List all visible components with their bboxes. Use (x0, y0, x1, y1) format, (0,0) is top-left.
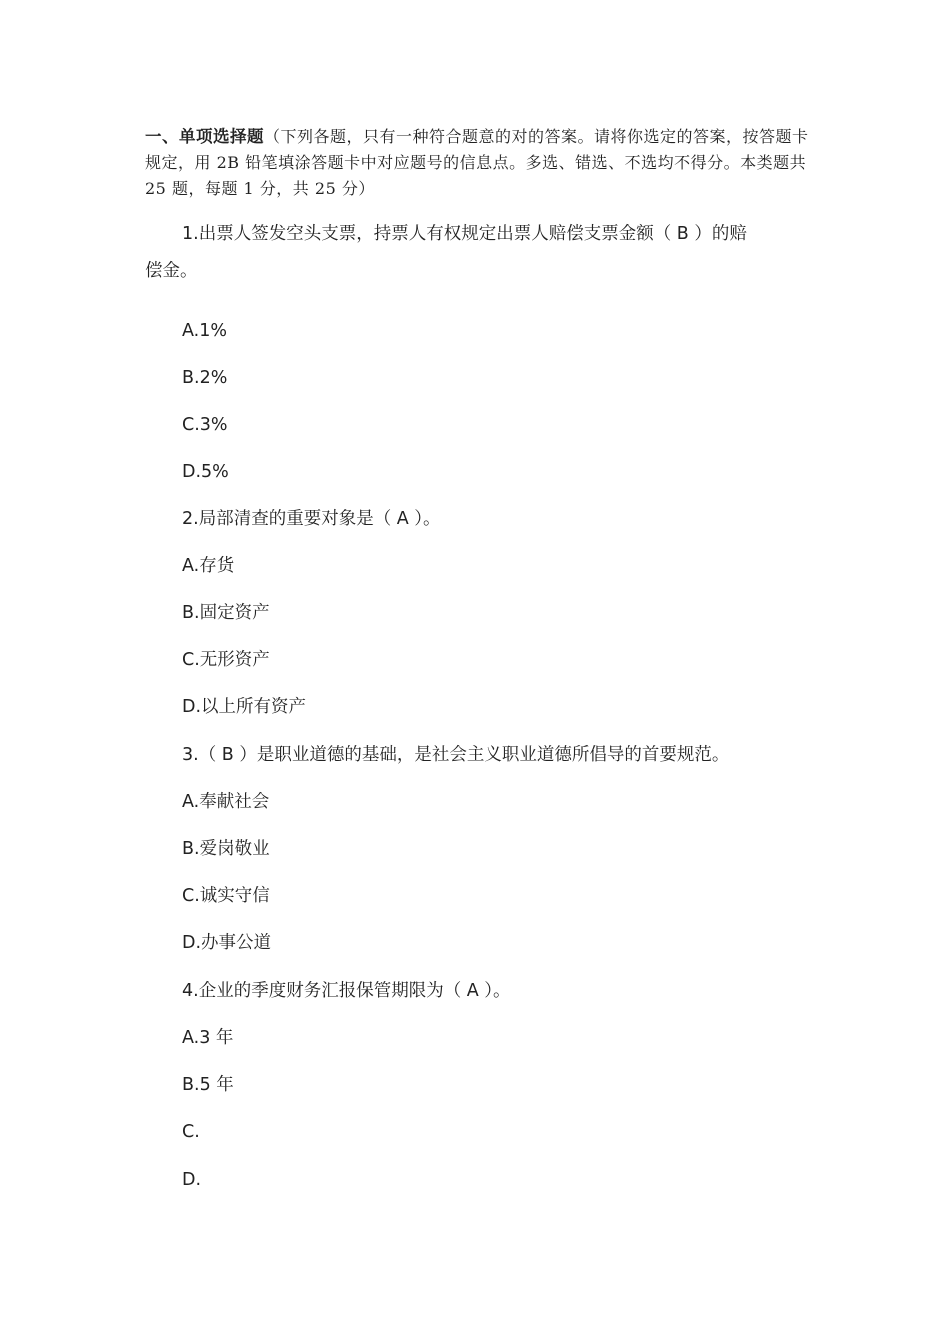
question-3-text: 3.（ B ）是职业道德的基础，是社会主义职业道德所倡导的首要规范。 (182, 745, 730, 765)
section-instructions: （下列各题，只有一种符合题意的对的答案。请将你选定的答案，按答题卡规定，用 2B 铅笔填涂答题卡中对应题号的信息点。多选、错选、不选均不得分。本类题共 25 题，每题 1 分，共 25 分） (145, 127, 809, 198)
question-1-text-continued: 偿金。 (145, 261, 198, 281)
question-1-text: 1.出票人签发空头支票，持票人有权规定出票人赔偿支票金额（ B ）的赔 (182, 224, 747, 244)
question-3-option-c: C.诚实守信 (182, 886, 270, 906)
question-3-option-b: B.爱岗敬业 (182, 839, 270, 859)
question-1-option-b: B.2% (182, 368, 228, 388)
question-2-option-b: B.固定资产 (182, 603, 270, 623)
question-4-option-c: C. (182, 1122, 200, 1142)
question-2-option-c: C.无形资产 (182, 650, 270, 670)
question-3-option-d: D.办事公道 (182, 933, 272, 953)
question-2-text: 2.局部清查的重要对象是（ A ）。 (182, 509, 441, 529)
question-2-option-d: D.以上所有资产 (182, 697, 307, 717)
question-3-option-a: A.奉献社会 (182, 792, 270, 812)
question-4-option-a: A.3 年 (182, 1028, 234, 1048)
section-header (145, 124, 810, 202)
question-1-option-d: D.5% (182, 462, 229, 482)
question-4-option-b: B.5 年 (182, 1075, 234, 1095)
section-title: 一、单项选择题 (145, 127, 264, 146)
question-4-option-d: D. (182, 1170, 202, 1190)
question-1-option-c: C.3% (182, 415, 228, 435)
question-4-text: 4.企业的季度财务汇报保管期限为（ A ）。 (182, 981, 511, 1001)
question-1-option-a: A.1% (182, 321, 227, 341)
question-2-option-a: A.存货 (182, 556, 235, 576)
